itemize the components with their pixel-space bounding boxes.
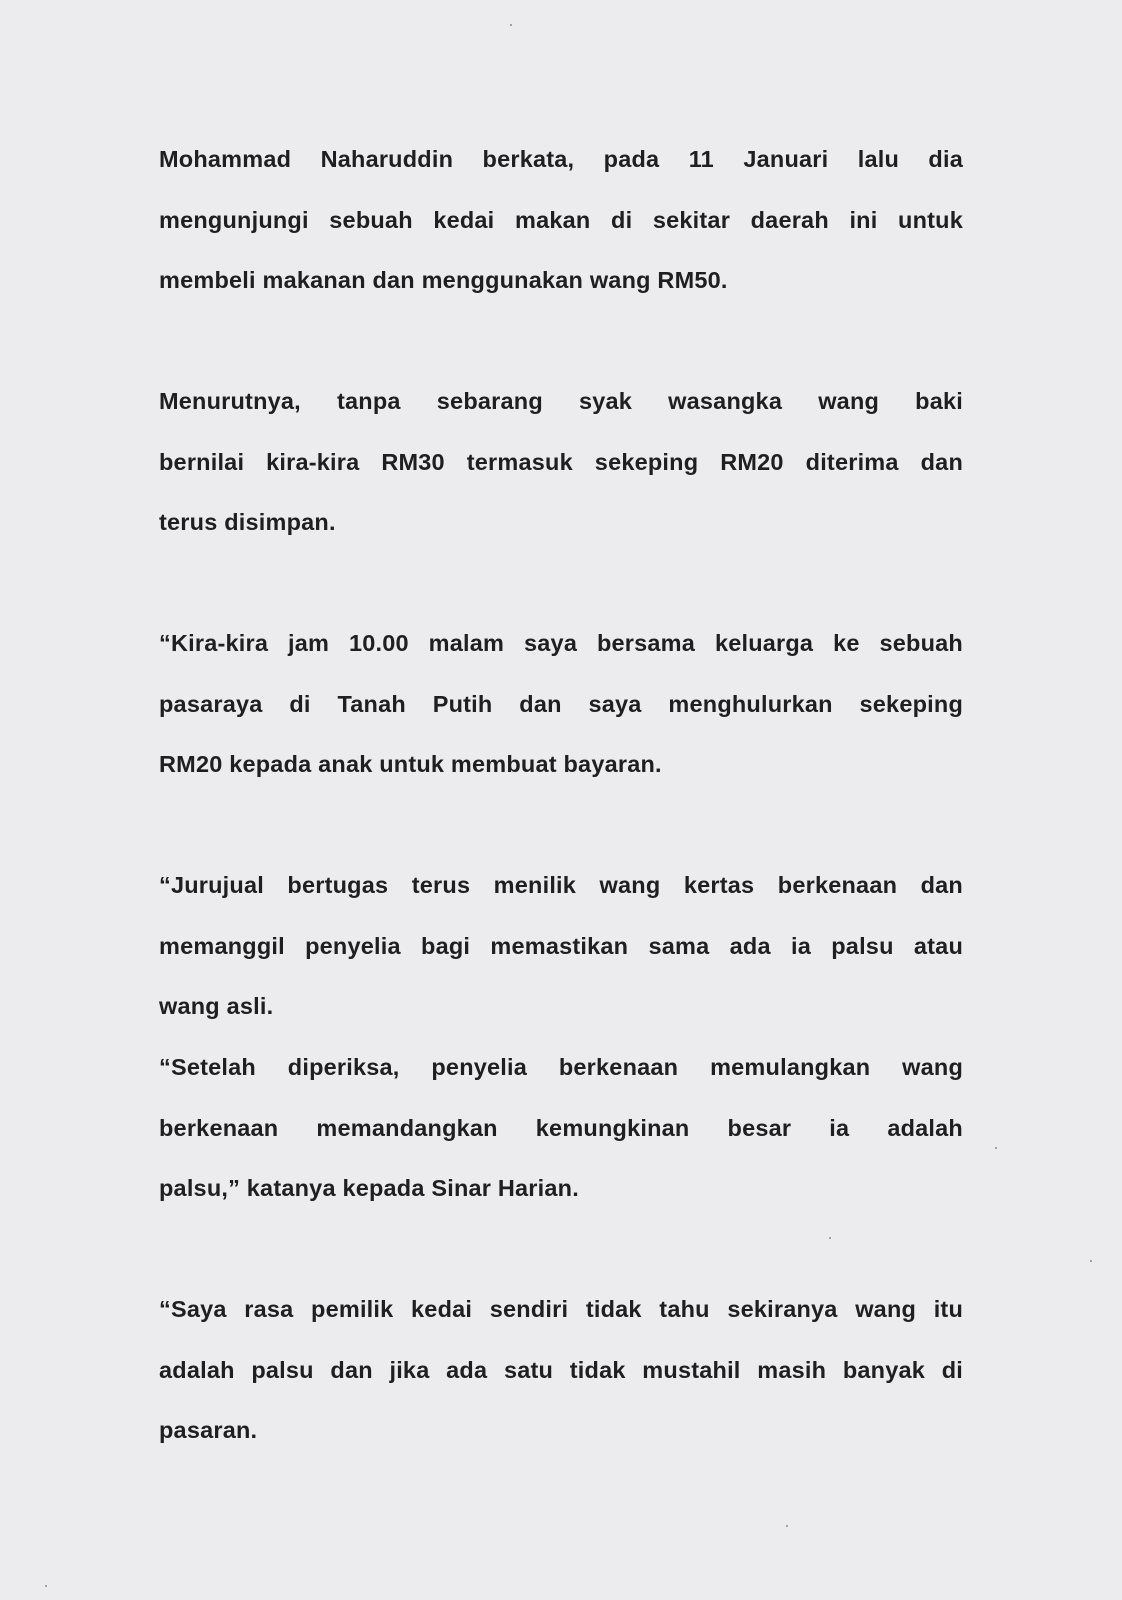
paragraph-line: Mohammad Naharuddin berkata, pada 11 Januari lalu dia (159, 146, 963, 172)
paragraph-line: pasaraya di Tanah Putih dan saya menghulurkan sekeping (159, 690, 963, 717)
paragraph-line: “Kira-kira jam 10.00 malam saya bersama keluarga ke sebuah (159, 630, 963, 656)
paragraph-2 (159, 371, 963, 553)
paragraph-line: “Setelah diperiksa, penyelia berkenaan memulangkan wang (159, 1054, 963, 1080)
scan-speck (45, 1585, 47, 1587)
paragraph-5 (159, 1037, 963, 1219)
paragraph-3 (159, 613, 963, 795)
scan-speck (510, 24, 512, 26)
paragraph-1 (159, 129, 963, 311)
paragraph-line: palsu,” katanya kepada Sinar Harian. (159, 1175, 579, 1201)
paragraph-line: mengunjungi sebuah kedai makan di sekitar daerah ini untuk (159, 206, 963, 233)
paragraph-line: adalah palsu dan jika ada satu tidak mustahil masih banyak di (159, 1356, 963, 1383)
paragraph-line: terus disimpan. (159, 509, 336, 535)
paragraph-line: berkenaan memandangkan kemungkinan besar ia adalah (159, 1114, 963, 1141)
scan-speck (829, 1237, 831, 1239)
paragraph-line: “Jurujual bertugas terus menilik wang kertas berkenaan dan (159, 872, 963, 898)
scan-speck (786, 1525, 788, 1527)
paragraph-line: RM20 kepada anak untuk membuat bayaran. (159, 751, 662, 777)
paragraph-line: pasaran. (159, 1417, 258, 1443)
paragraph-line: bernilai kira-kira RM30 termasuk sekeping RM20 diterima dan (159, 448, 963, 475)
paragraph-line: “Saya rasa pemilik kedai sendiri tidak tahu sekiranya wang itu (159, 1296, 963, 1322)
paragraph-6 (159, 1279, 963, 1461)
paragraph-4 (159, 855, 963, 1037)
scan-speck (995, 1147, 997, 1149)
paragraph-line: wang asli. (159, 993, 274, 1019)
paragraph-line: memanggil penyelia bagi memastikan sama ada ia palsu atau (159, 932, 963, 959)
scan-speck (1090, 1260, 1092, 1262)
paragraph-line: Menurutnya, tanpa sebarang syak wasangka wang baki (159, 388, 963, 414)
paragraph-line: membeli makanan dan menggunakan wang RM50. (159, 267, 728, 293)
